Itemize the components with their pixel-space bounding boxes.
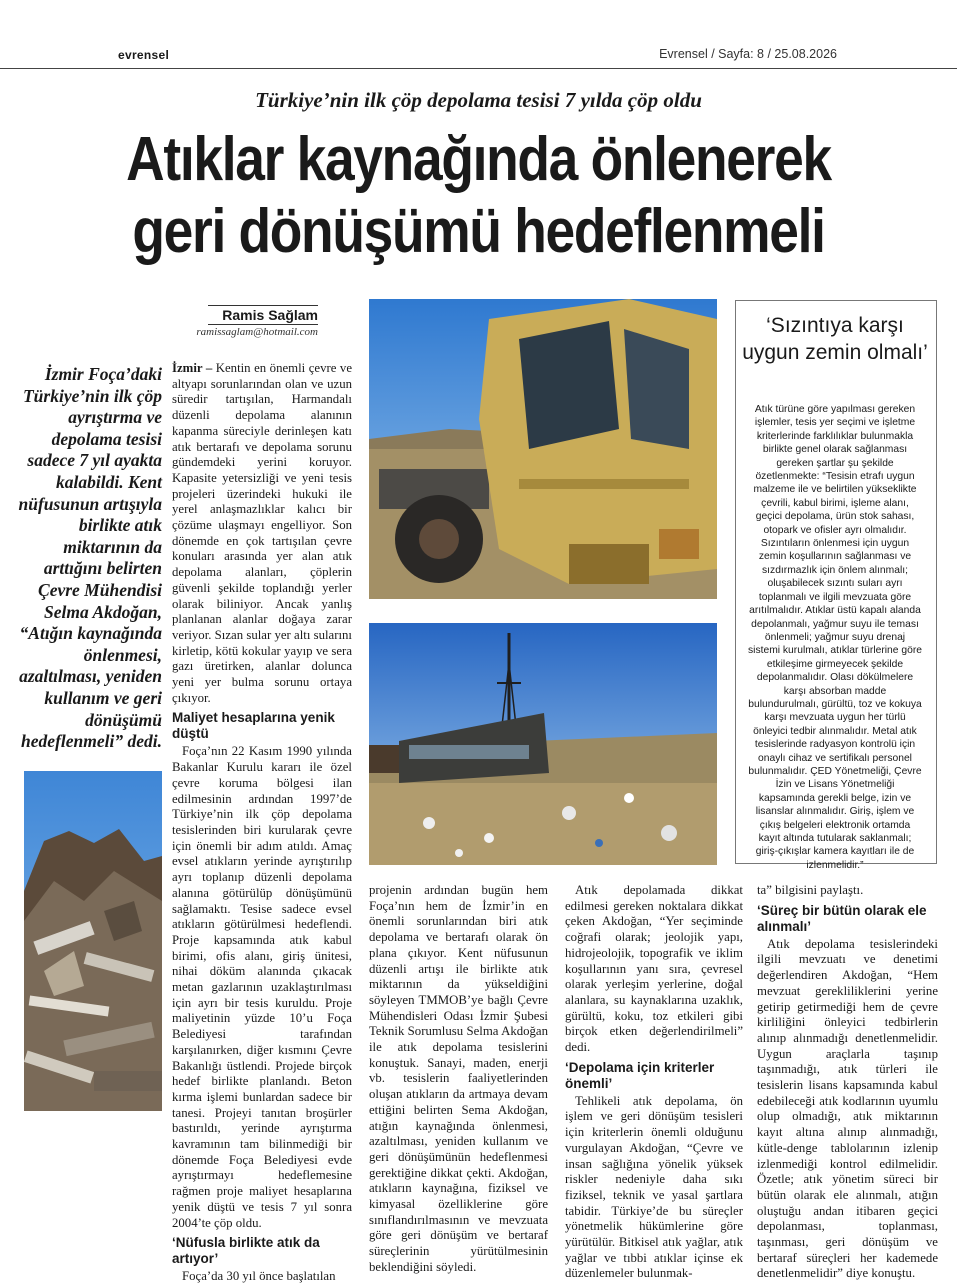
col2-paragraph-1: projenin ardından bugün hem Foça’nın hem de İzmir’in en önemli sorunlarından biri atık depolama ve bertarafı olarak ön plana çıkıyor. Kent nüfusunun düzenli artışı ile birlikte atık miktarının da yükseldiğini söyleyen TMMOB’ye bağlı Çevre Mühendisleri Odası İzmir Şubesi Teknik Sorumlusu Selma Akdoğan ile atık depolama tesislerini konuştuk. Sanayi, maden, enerji vb. tesislerin faaliyetlerinden oluşan atıkların da artmaya devam ettiğini belirten Sema Akdoğan, atığın kaynağında önlenmesi, azaltılması, yeniden kullanım ve geri dönüşümünün hedeflenmesi gerektiğine dikkat çekti. Akdoğan, atıkların kaynağına, fiziksel ve kimyasal özelliklerine göre sınıflandırılmasının ve mevzuata göre geri dönüşüm ve bertaraf süreçlerinin yürütülmesinin beklendiğini söyledi. [369,883,548,1274]
header-divider [0,68,957,69]
article-headline [101,124,855,268]
headline-line-2: geri dönüşümü hedeflenmeli [132,197,825,266]
article-kicker: Türkiye’nin ilk çöp depolama tesisi 7 yılda çöp oldu [255,88,702,112]
sidebar-title: ‘Sızıntıya karşı uygun zemin olmalı’ [742,314,928,364]
abandoned-truck-image [369,299,717,599]
col3-paragraph-1: Atık depolamada dikkat edilmesi gereken noktalara dikkat çeken Akdoğan, “Yer seçiminde coğrafi olarak; jeolojik yapı, hidrojeolojik, topografik ve iklim koşullarının yanı sıra, çevresel olarak yerleşim yerlerine, doğal alanlara, su kaynaklarına uzaklık, gürültü, koku, toz etkileri gibi birçok etken değerlendirilmeli” dedi. [565,883,743,1055]
newspaper-logo: evrensel [118,48,170,62]
headline-line-1: Atıklar kaynağında önlenerek [126,125,831,194]
body-column-3 [565,883,743,1282]
author-email: ramissaglam@hotmail.com [196,326,318,338]
col4-paragraph-1: ta” bilgisini paylaştı. [757,883,864,897]
subheading-nufus: ‘Nüfusla birlikte atık da artıyor’ [172,1235,320,1267]
sidebar-text: Atık türüne göre yapılması gereken işlemler, tesis yer seçimi ve işletme kriterlerinde farklılıklar bulunmakla birlikte genel olarak sağlanması gereken şartlar şu şekilde özetlenmekte: “Tesisin etrafı uygun malzeme ile ve belirtilen yükseklikte çevrili, kabul birimi, işleme alanı, geçici depolama, ürün stok sahası, otopark ve ofisler ayrı olmalıdır. Sızıntıların önlenmesi için uygun zemin koşullarının sağlanması ve sızdırmazlık için önlem alınmalı; oluşabilecek sızıntı suları ayrı toplanmalı ve ilgili mevzuata göre arıtılmalıdır. Atıklar üstü kapalı alanda depolanmalı, yağmur suyu ile teması önlenmeli; yağmur suyu drenaj sistemi kurulmalı, atıklar türlerine göre etkileşime girmeyecek şekilde depolanmalıdır. Olası dökülmelere karşı absorban madde bulundurulmalı, gürültü, toz ve kokuya karşı mevzuata uygun her türlü önleyici tedbir alınmalıdır. Metal atık tesislerinde radyasyon kontrolü için onaylı cihaz ve sertifikalı personel bulunmalıdır. ÇED Yönetmeliği, Çevre İzin ve Lisans Yönetmeliği kapsamında gerekli belge, izin ve lisanslar alınmalıdır. Giriş, işlem ve çıkış belgeleri elektronik ortamda kayıt altında tutularak saklanmalı; giriş-çıkışlar kamera kayıtları ile de izlenmelidir.” [748,404,922,871]
landfill-bus-image [369,623,717,865]
col1-paragraph-1: Kentin en önemli çevre ve altyapı sorunlarından olan ve uzun süredir tartışılan, Harmandalı düzenli depolama alanının kapanma süreciyle derinleşen katı atık bertarafı ve depolama sorunu gündemdeki yerini koruyor. Kapasite yetersizliği ve yeni tesis projeleri üzerindeki hukuki ile yerel anlaşmazlıklar kalıcı bir çözüme ulaşmayı engelliyor. Son dönemde en çok tartışılan çevre konuları arasında yer alan atık depolama alanları, çöplerin güvenli şekilde toplandığı yerler olarak biliniyor. Ancak yanlış planlanan alanlar doğaya zarar veriyor. Sızan sular yer altı sularını kirletip, kötü kokular yayıp ve sera gazı üretirken, alanlar dolunca yeni yer bulma sorunu ortaya çıkıyor. [172,361,353,705]
subheading-depolama: ‘Depolama için kriterler önemli’ [565,1059,715,1091]
body-column-2 [369,883,548,1276]
article-lead: İzmir Foça’daki Türkiye’nin ilk çöp ayrıştırma ve depolama tesisi sadece 7 yıl ayakta kalabildi. Kent nüfusunun artışıyla birlikte atık miktarının da arttığını belirten Çevre Mühendisi Selma Akdoğan, “Atığın kaynağında önlenmesi, azaltılması, yeniden kullanım ve geri dönüşümü hedeflenmeli” dedi. [18,364,162,752]
col3-paragraph-2: Tehlikeli atık depolama, ön işlem ve geri dönüşüm tesisleri için kriterlerin önemli olduğunu vurgulayan Akdoğan, “Çevre ve insan sağlığına yönelik yüksek riskler nedeniyle daha sıkı fiziksel, teknik ve yasal şartlara tabidir. Türkiye’de bu süreçler yönetmelik hükümlerine göre yürütülür. Bitkisel atık yağlar, atık yağlar ve tıbbi atıklar içinse ek düzenlemeler bulunmak- [565,1093,743,1281]
debris-photo [24,771,162,1111]
page-info: Evrensel / Sayfa: 8 / 25.08.2026 [659,47,837,61]
body-column-1 [172,361,352,1285]
body-column-4 [757,883,938,1282]
landfill-photo [369,623,717,865]
col1-paragraph-2: Foça’nın 22 Kasım 1990 yılında Bakanlar Kurulu kararı ile özel çevre koruma bölgesi ilan edilmesinin ardından 1997’de Türkiye’nin ilk çöp depolama tesislerinden biri kurularak çevre için önemli bir adım atıldı. Amaç evsel atıkların yerinde ayrıştırılıp ayrı toplanıp düzenli depolama alanına götürülüp dönüşümünü sağlamaktı. Tesise sadece evsel atıkların götürülmesi hedeflendi. Proje kapsamında atık kabul birimi, ofis alanı, giriş ünitesi, nihai döküm alanında çıkacak metan gazlarının uzaklaştırılması için ayrı bir tesis kuruldu. Proje maliyetinin yüzde 10’u Foça Belediyesi tarafından karşılanırken, diğer kısmını Çevre Bakanlığı üstlendi. Projede birçok hedef birlikte planlandı. Beton kırma işlemi bunlardan sadece bir tanesi. Projeyi tanıtan broşürler bastırıldı, yerinde ayrıştırma kavramının tam bilinmediği bir dönemde Foça Belediyesi evde ayrıştırmayı hedeflemesine rağmen proje maliyet hesaplarına yenik düştü ve tesis 7 yıl sonra 2004’te çöp oldu. [172,744,352,1230]
col4-paragraph-2: Atık depolama tesislerindeki ilgili mevzuatı ve denetimi değerlendiren Akdoğan, “Hem mevzuat gerekliliklerini yerine getirip getirmediği hem de çevre kirliliğini önleyici tedbirlerin alınıp alınmadığı denetlenmelidir. Uygun araçlarla taşınıp taşınmadığı, atık türleri ile tesislerin lisans kapsamında kabul edebileceği atık kodlarının uyumlu olup olmadığı, atık miktarının kayıt altına alınıp alınmadığı, kütle-denge tablolarının izlenip izlenmediği kontrol edilmelidir. Özetle; atık yönetim süreci bir bütün olarak ele alınmalı, atığın oluştuğu andan itibaren geçici depolanması, toplanması, taşınması, geri dönüşüm ve bertaraf süreçleri her kademede denetlenmelidir” diye konuştu. [757,936,938,1281]
dateline: İzmir – [172,361,213,375]
truck-photo [369,299,717,599]
debris-image [24,771,162,1111]
subheading-surec: ‘Süreç bir bütün olarak ele alınmalı’ [757,902,927,934]
col1-paragraph-3: Foça’da 30 yıl önce başlatılan [182,1269,336,1284]
author-name: Ramis Sağlam [208,305,318,325]
subheading-maliyet: Maliyet hesaplarına yenik düştü [172,710,335,742]
